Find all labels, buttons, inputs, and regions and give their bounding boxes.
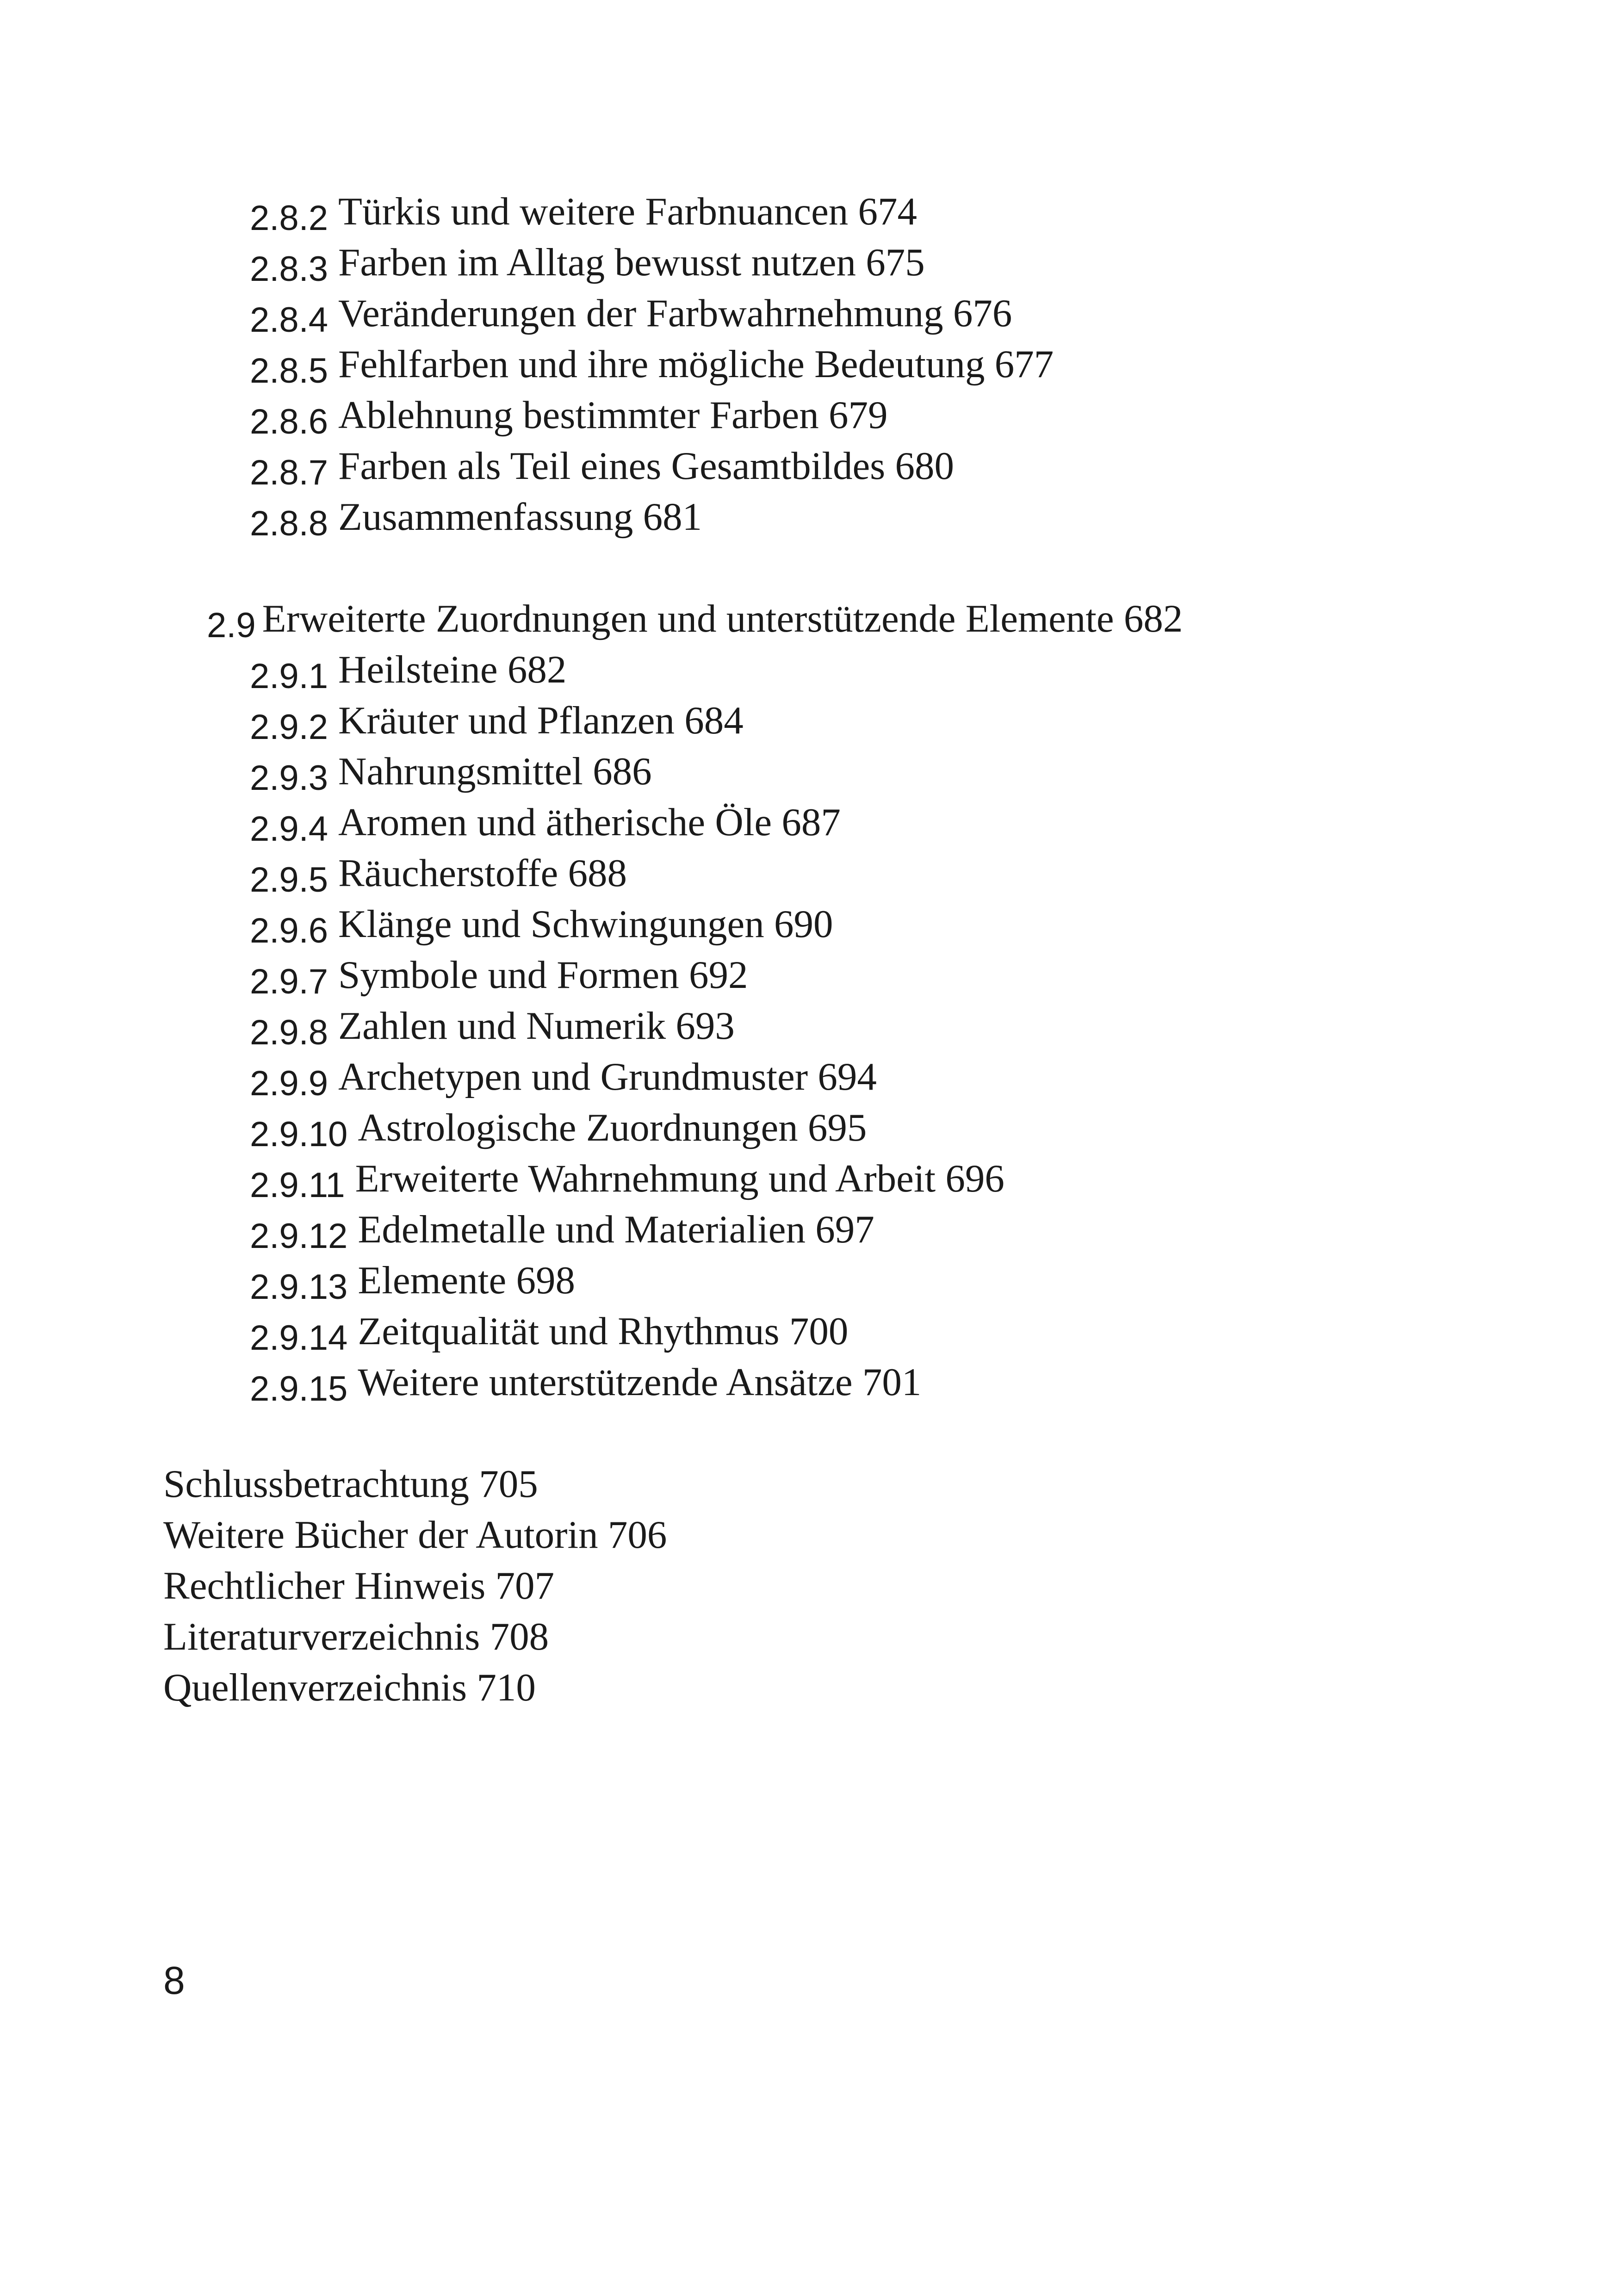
toc-entry-title: Zeitqualität und Rhythmus 700 [358,1309,849,1353]
toc-entry-title: Fehlfarben und ihre mögliche Bedeutung 677 [338,342,1054,386]
toc-entry-number: 2.8.8 [250,504,329,543]
toc-entry-title: Ablehnung bestimmter Farben 679 [338,393,888,437]
toc-entry-2-8-4 [250,292,1012,340]
toc-entry-2-8-6 [250,393,888,441]
toc-entry-title: Klänge und Schwingungen 690 [338,902,833,946]
toc-entry-2-9-4 [250,800,841,849]
toc-entry-2-9-8 [250,1004,735,1052]
toc-entry-number: 2.8.2 [250,199,329,238]
toc-entry-title: Zahlen und Numerik 693 [338,1004,735,1048]
toc-entry-number: 2.9.12 [250,1216,348,1256]
toc-entry-2-9-5 [250,851,627,900]
toc-entry-title: Symbole und Formen 692 [338,953,748,997]
toc-entry-number: 2.9.1 [250,657,329,696]
toc-entry-title: Farben im Alltag bewusst nutzen 675 [338,241,925,284]
toc-entry-title: Kräuter und Pflanzen 684 [338,699,744,742]
toc-entry-title: Astrologische Zuordnungen 695 [358,1106,867,1149]
toc-entry-title: Zusammenfassung 681 [338,495,702,539]
toc-section-number: 2.9 [207,606,256,645]
toc-entry-title: Farben als Teil eines Gesamtbildes 680 [338,444,954,488]
toc-entry-2-9-1 [250,648,567,696]
toc-entry-2-9-13 [250,1259,576,1307]
toc-entry-2-9-6 [250,902,833,950]
toc-entry-number: 2.9.15 [250,1369,348,1409]
toc-entry-number: 2.9.5 [250,860,329,900]
toc-entry-number: 2.9.4 [250,809,329,849]
toc-entry-2-9-12 [250,1208,874,1256]
toc-entry-title: Edelmetalle und Materialien 697 [358,1208,874,1251]
toc-entry-number: 2.9.9 [250,1064,329,1103]
toc-back-matter-item: Rechtlicher Hinweis 707 [163,1564,555,1607]
toc-entry-2-9-7 [250,953,748,1001]
page-number: 8 [163,1959,185,2002]
toc-entry-number: 2.9.14 [250,1318,348,1358]
toc-entry-2-9-11 [250,1157,1004,1205]
toc-back-matter-item: Weitere Bücher der Autorin 706 [163,1513,667,1557]
toc-entry-2-9-14 [250,1309,849,1358]
toc-entry-number: 2.8.4 [250,300,329,340]
toc-entry-title: Räucherstoffe 688 [338,851,627,895]
toc-entry-number: 2.9.8 [250,1013,329,1052]
toc-entry-title: Türkis und weitere Farbnuancen 674 [338,190,917,233]
toc-entry-2-8-3 [250,241,925,289]
toc-entry-title: Heilsteine 682 [338,648,567,691]
toc-entry-title: Aromen und ätherische Öle 687 [338,800,841,844]
toc-entry-2-8-7 [250,444,954,492]
toc-entry-number: 2.9.11 [250,1166,345,1205]
toc-entry-number: 2.9.7 [250,962,329,1001]
toc-back-matter-item: Literaturverzeichnis 708 [163,1615,549,1658]
toc-section-2-9 [207,597,1183,645]
toc-entry-2-8-8 [250,495,702,543]
toc-entry-2-9-2 [250,699,744,747]
toc-entry-title: Weitere unterstützende Ansätze 701 [358,1360,922,1404]
toc-entry-number: 2.9.3 [250,758,329,798]
toc-back-matter-item: Schlussbetrachtung 705 [163,1462,538,1506]
toc-entry-2-9-15 [250,1360,922,1409]
toc-entry-number: 2.9.13 [250,1267,348,1307]
toc-entry-2-9-3 [250,750,652,798]
toc-entry-2-9-9 [250,1055,877,1103]
toc-entry-2-8-2 [250,190,917,238]
toc-entry-title: Archetypen und Grundmuster 694 [338,1055,877,1098]
toc-entry-title: Erweiterte Wahrnehmung und Arbeit 696 [355,1157,1004,1200]
toc-entry-title: Veränderungen der Farbwahrnehmung 676 [338,292,1012,335]
toc-back-matter-item: Quellenverzeichnis 710 [163,1666,536,1709]
toc-entry-title: Nahrungsmittel 686 [338,750,652,793]
toc-entry-2-8-5 [250,342,1054,391]
toc-entry-number: 2.8.3 [250,249,329,289]
toc-entry-2-9-10 [250,1106,867,1154]
toc-section-title: Erweiterte Zuordnungen und unterstützende Elemente 682 [262,597,1183,640]
toc-entry-title: Elemente 698 [358,1259,576,1302]
toc-entry-number: 2.8.6 [250,402,329,441]
toc-entry-number: 2.8.7 [250,453,329,492]
toc-entry-number: 2.8.5 [250,351,329,391]
toc-entry-number: 2.9.10 [250,1115,348,1154]
toc-entry-number: 2.9.2 [250,707,329,747]
toc-entry-number: 2.9.6 [250,911,329,950]
